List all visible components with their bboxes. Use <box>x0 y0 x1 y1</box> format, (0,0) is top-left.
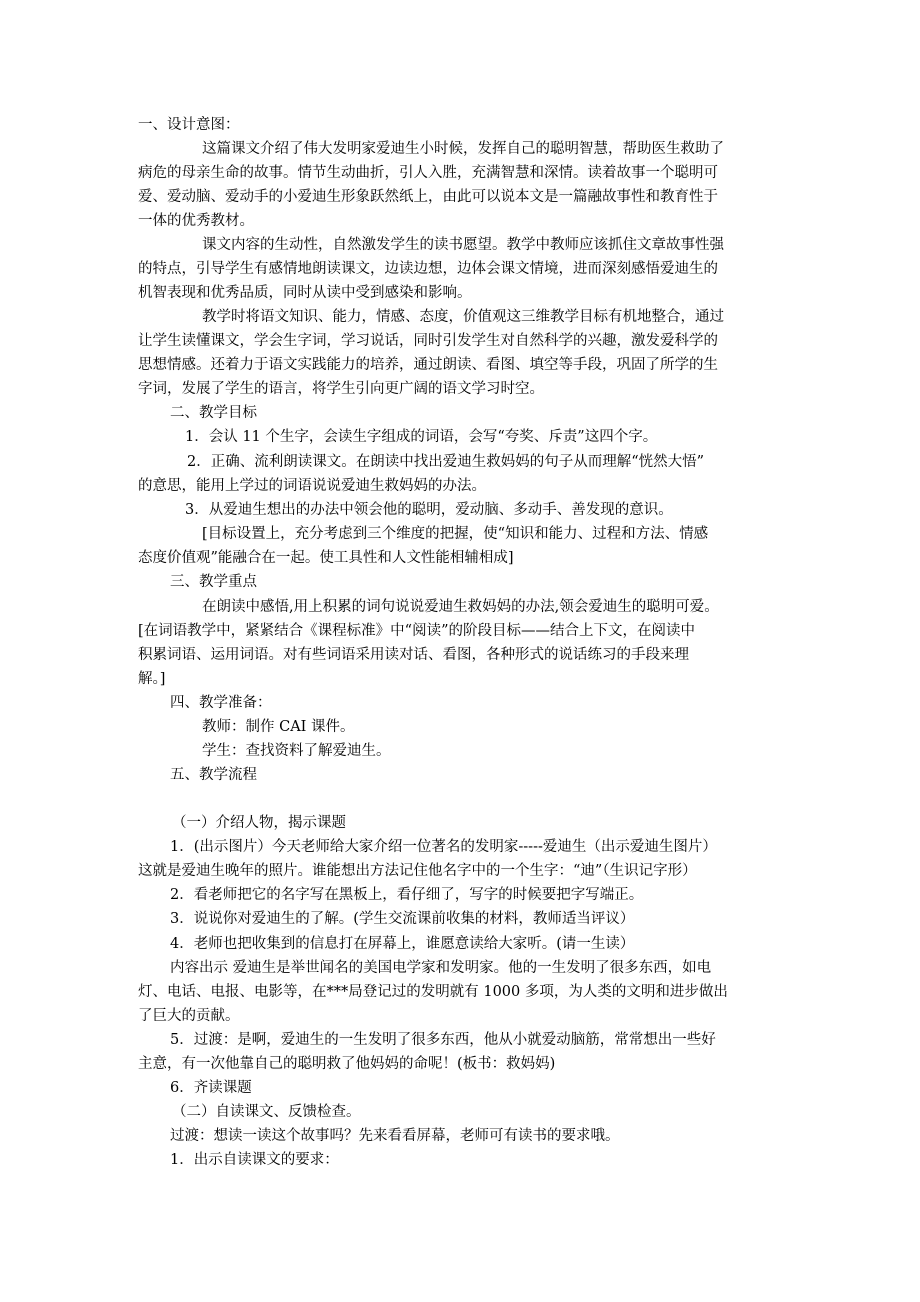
heading-teaching-process: 五、教学流程 <box>170 767 257 783</box>
paragraph-line: 主意，有一次他靠自己的聪明救了他妈妈的命呢！(板书：救妈妈) <box>138 1056 556 1072</box>
subheading-intro: （一）介绍人物，揭示课题 <box>172 815 346 831</box>
paragraph-line: 字词，发展了学生的语言，将学生引向更广阔的语文学习时空。 <box>138 381 544 397</box>
paragraph-line: 教学时将语文知识、能力，情感、态度，价值观这三维教学目标有机地整合，通过 <box>202 309 724 325</box>
prep-item: 学生：查找资料了解爱迪生。 <box>202 743 391 759</box>
heading-teaching-goals: 二、教学目标 <box>170 405 257 421</box>
step-item: 6．齐读课题 <box>170 1080 252 1096</box>
paragraph-line: 一体的优秀教材。 <box>138 213 254 229</box>
paragraph-line: 爱、爱动脑、爱动手的小爱迪生形象跃然纸上，由此可以说本文是一篇融故事性和教育性于 <box>138 189 718 205</box>
paragraph-line: 在朗读中感悟,用上积累的词句说说爱迪生救妈妈的办法,领会爱迪生的聪明可爱。 <box>202 599 719 615</box>
goal-item: 2．正确、流利朗读课文。在朗读中找出爱迪生救妈妈的句子从而理解“恍然大悟” <box>187 454 705 470</box>
heading-teaching-focus: 三、教学重点 <box>170 574 257 590</box>
step-item: 1．(出示图片）今天老师给大家介绍一位著名的发明家-----爱迪生（出示爱迪生图片） <box>170 839 717 855</box>
goal-item: 3．从爱迪生想出的办法中领会他的聪明，爱动脑、多动手、善发现的意识。 <box>185 502 673 518</box>
step-item: 5．过渡：是啊，爱迪生的一生发明了很多东西，他从小就爱动脑筋，常常想出一些好 <box>170 1032 716 1048</box>
paragraph-line: 这就是爱迪生晚年的照片。谁能想出方法记住他名字中的一个生字：“迪”（生识记字形） <box>138 863 697 879</box>
paragraph-line: 机智表现和优秀品质，同时从读中受到感染和影响。 <box>138 285 472 301</box>
paragraph-line: 灯、电话、电报、电影等，在***局登记过的发明就有 1000 多项，为人类的文明和进步做出 <box>138 984 728 1000</box>
paragraph-line: 态度价值观”能融合在一起。使工具性和人文性能相辅相成] <box>138 550 514 566</box>
paragraph-line: 思想情感。还着力于语文实践能力的培养，通过朗读、看图、填空等手段，巩固了所学的生 <box>138 357 718 373</box>
paragraph-line: 的意思，能用上学过的词语说说爱迪生救妈妈的办法。 <box>138 478 486 494</box>
paragraph-line: 的特点，引导学生有感情地朗读课文，边读边想，边体会课文情境，进而深刻感悟爱迪生的 <box>138 261 718 277</box>
paragraph-line: [在词语教学中，紧紧结合《课程标准》中“阅读”的阶段目标——结合上下文，在阅读中 <box>138 623 695 639</box>
paragraph-line: 过渡：想读一读这个故事吗？先来看看屏幕，老师可有读书的要求哦。 <box>170 1128 620 1144</box>
paragraph-line: 内容出示 爱迪生是举世闻名的美国电学家和发明家。他的一生发明了很多东西，如电 <box>170 960 712 976</box>
paragraph-line: 积累词语、运用词语。对有些词语采用读对话、看图，各种形式的说话练习的手段来理 <box>138 647 689 663</box>
paragraph-line: [目标设置上，充分考虑到三个维度的把握，使“知识和能力、过程和方法、情感 <box>202 526 709 542</box>
prep-item: 教师：制作 CAI 课件。 <box>202 719 355 735</box>
step-item: 1．出示自读课文的要求： <box>170 1152 339 1168</box>
step-item: 2．看老师把它的名字写在黑板上，看仔细了，写字的时候要把字写端正。 <box>170 887 644 903</box>
heading-teaching-prep: 四、教学准备： <box>170 695 272 711</box>
paragraph-line: 这篇课文介绍了伟大发明家爱迪生小时候，发挥自己的聪明智慧，帮助医生救助了 <box>202 141 724 157</box>
paragraph-line: 让学生读懂课文，学会生字词，学习说话，同时引发学生对自然科学的兴趣，激发爱科学的 <box>138 333 718 349</box>
paragraph-line: 病危的母亲生命的故事。情节生动曲折，引人入胜，充满智慧和深情。读着故事一个聪明可 <box>138 165 718 181</box>
step-item: 4．老师也把收集到的信息打在屏幕上，谁愿意读给大家听。(请一生读） <box>170 936 635 952</box>
paragraph-line: 了巨大的贡献。 <box>138 1008 240 1024</box>
paragraph-line: 课文内容的生动性，自然激发学生的读书愿望。教学中教师应该抓住文章故事性强 <box>202 237 724 253</box>
subheading-self-reading: （二）自读课文、反馈检查。 <box>172 1104 361 1120</box>
paragraph-line: 解。] <box>138 671 166 687</box>
goal-item: 1．会认 11 个生字，会读生字组成的词语，会写“夸奖、斥责”这四个字。 <box>185 429 658 445</box>
heading-design-intent: 一、设计意图： <box>138 117 240 133</box>
step-item: 3．说说你对爱迪生的了解。(学生交流课前收集的材料，教师适当评议） <box>170 911 635 927</box>
